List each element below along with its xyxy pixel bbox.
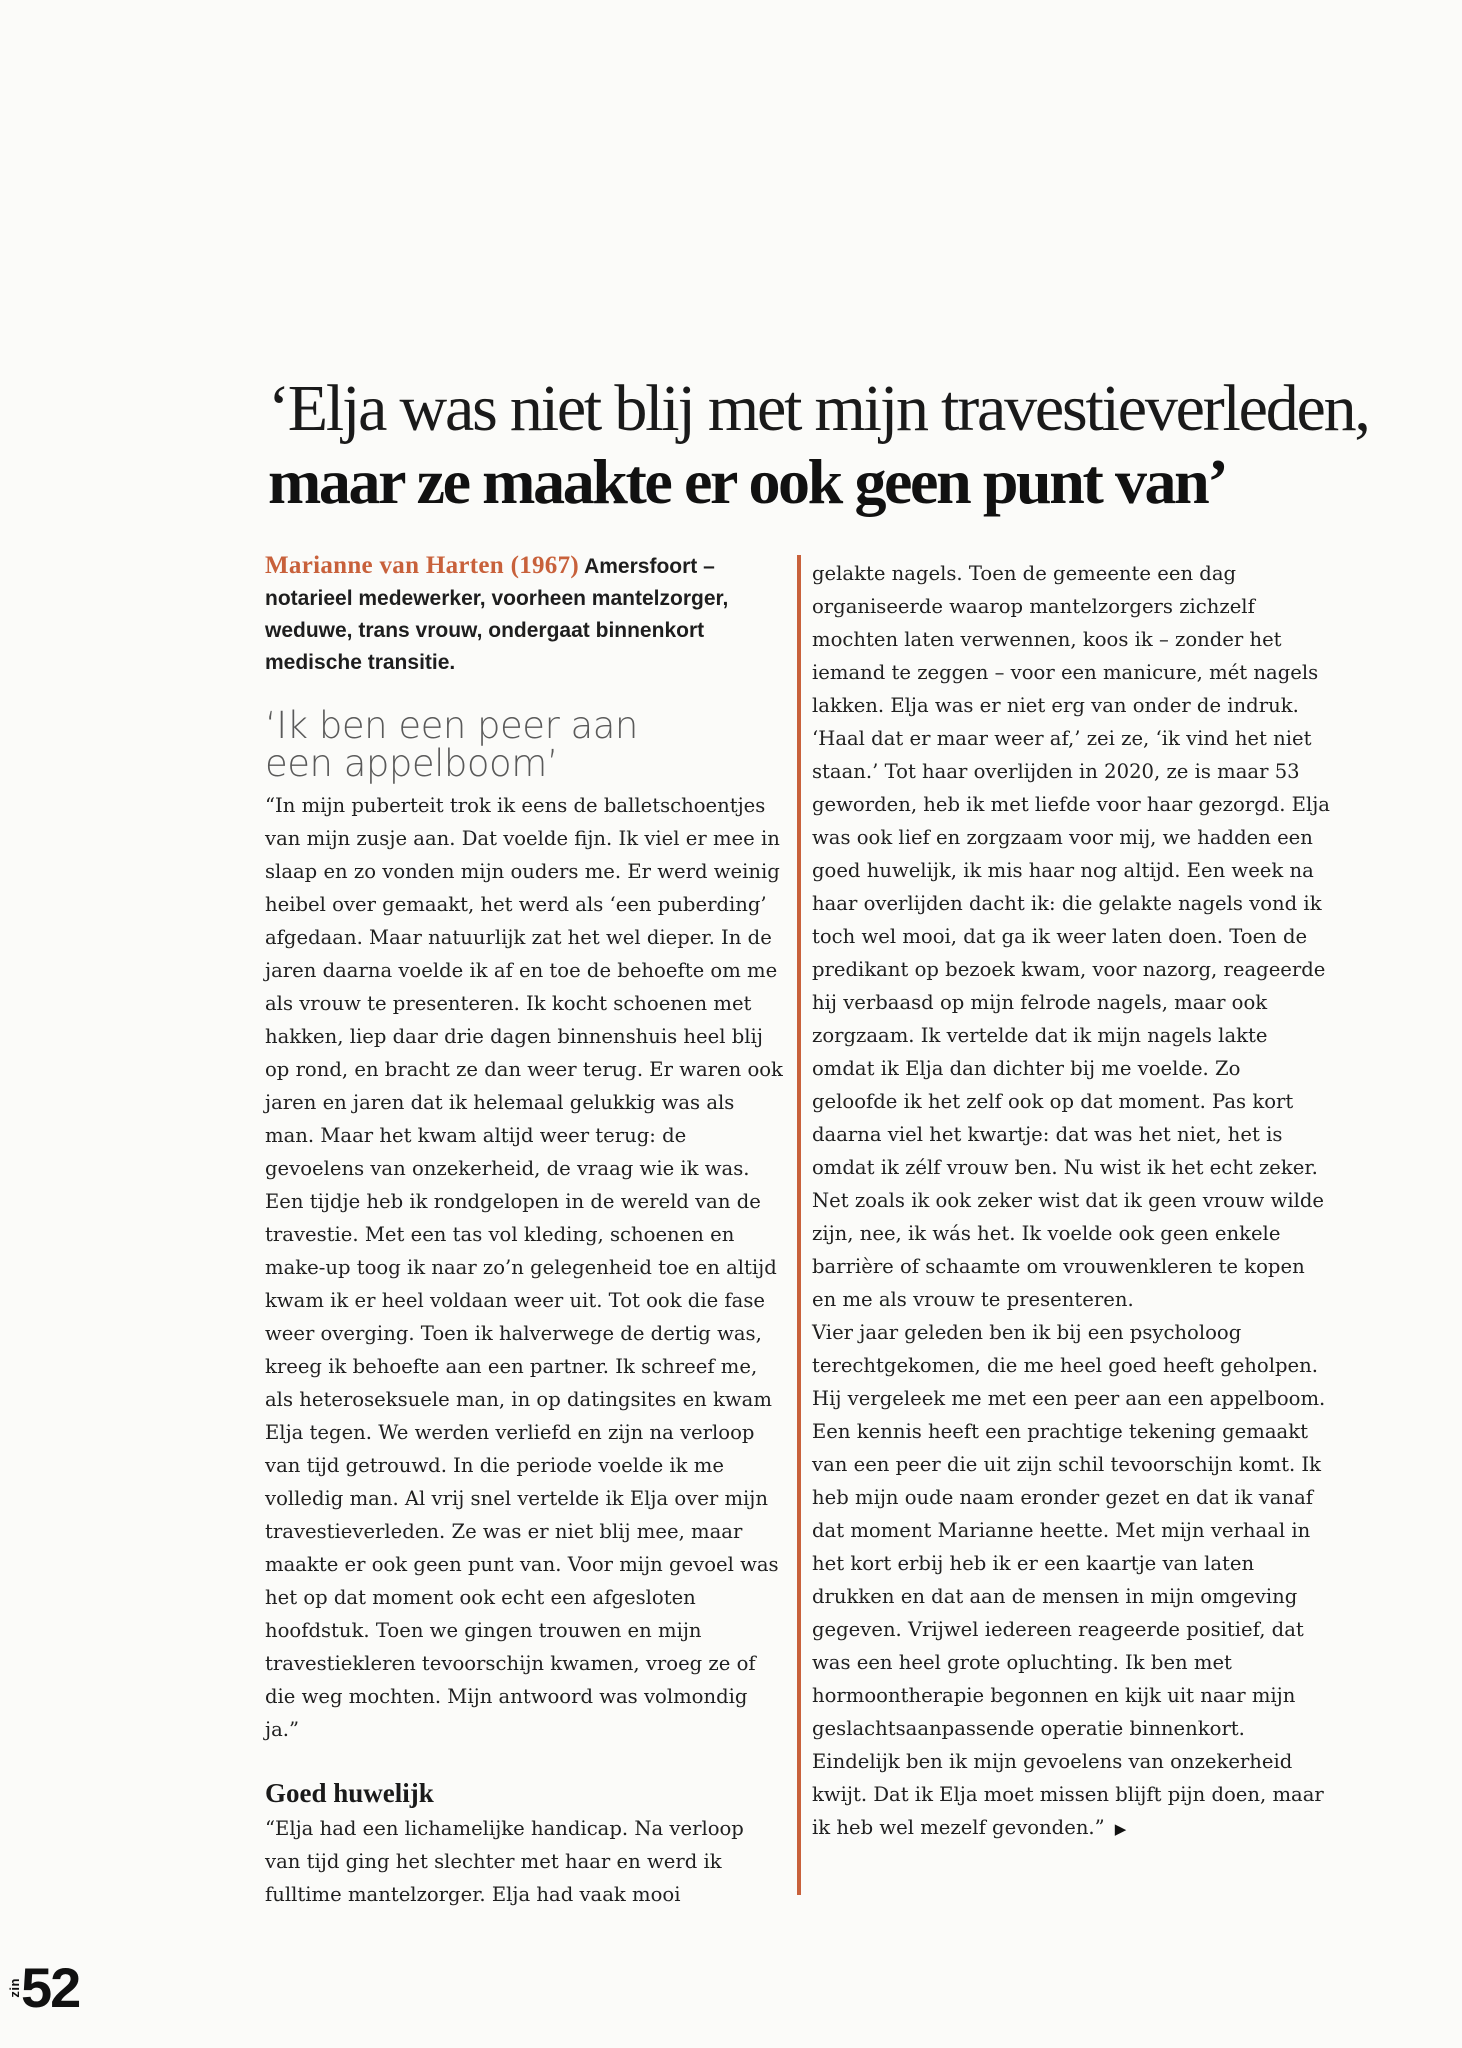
page-number: 52 xyxy=(21,1956,80,2019)
subheading-quote xyxy=(265,704,785,785)
left-body-text: “In mijn puberteit trok ik eens de balletschoentjes van mijn zusje aan. Dat voelde fijn. Ik viel er mee in slaap en zo vonden mijn ouders me. Er werd weinig heibel over gemaakt, het werd als ‘een puberding’ afgedaan. Maar natuurlijk zat het wel dieper. In de jaren daarna voelde ik af en toe de behoefte om me als vrouw te presenteren. Ik kocht schoenen met hakken, liep daar drie dagen binnenshuis heel blij op rond, en bracht ze dan weer terug. Er waren ook jaren en jaren dat ik helemaal gelukkig was als man. Maar het kwam altijd weer terug: de gevoelens van onzekerheid, de vraag wie ik was. Een tijdje heb ik rondgelopen in de wereld van de travestie. Met een tas vol kleding, schoenen en make-up toog ik naar zo’n gelegenheid toe en altijd kwam ik er heel voldaan weer uit. Tot ook die fase weer overging. Toen ik halverwege de dertig was, kreeg ik behoefte aan een partner. Ik schreef me, als heteroseksuele man, in op datingsites en kwam Elja tegen. We werden verliefd en zijn na verloop van tijd getrouwd. In die periode voelde ik me volledig man. Al vrij snel vertelde ik Elja over mijn travestieverleden. Ze was er niet blij mee, maar maakte er ook geen punt van. Voor mijn gevoel was het op dat moment ook echt een afgesloten hoofdstuk. Toen we gingen trouwen en mijn travestiekleren tevoorschijn kwamen, vroeg ze of die weg mochten. Mijn antwoord was volmondig ja.” xyxy=(265,794,783,1741)
subheading-line-2: een appelboom’ xyxy=(265,742,558,785)
section-body-start: “Elja had een lichamelijke handicap. Na verloop van tijd ging het slechter met haar en werd ik fulltime mantelzorger. Elja had vaak mooi xyxy=(265,1817,744,1906)
right-column xyxy=(812,557,1332,1846)
right-body-paragraph-2-text: Vier jaar geleden ben ik bij een psycholoog terechtgekomen, die me heel goed heeft geholpen. Hij vergeleek me met een peer aan een appelboom. Een kennis heeft een prachtige tekening gemaakt van een peer die uit zijn schil tevoorschijn komt. Ik heb mijn oude naam eronder gezet en dat ik vanaf dat moment Marianne heette. Met mijn verhaal in het kort erbij heb ik er een kaartje van laten drukken en dat aan de mensen in mijn omgeving gegeven. Vrijwel iedereen reageerde positief, dat was een heel grote opluchting. Ik ben met hormoontherapie begonnen en kijk uit naar mijn geslachtsaanpassende operatie binnenkort. Eindelijk ben ik mijn gevoelens van onzekerheid kwijt. Dat ik Elja moet missen blijft pijn doen, maar ik heb wel mezelf gevonden.” xyxy=(812,1321,1326,1839)
intro-paragraph xyxy=(265,550,785,679)
magazine-mark: zin xyxy=(7,1978,22,1998)
headline-line-1: ‘Elja was niet blij met mijn travestieverleden, xyxy=(268,372,1369,445)
right-body-paragraph-2 xyxy=(812,1316,1332,1846)
subheading-line-1: ‘Ik ben een peer aan xyxy=(265,704,638,747)
column-divider xyxy=(797,555,801,1895)
article-headline xyxy=(268,372,1378,518)
continue-arrow-icon: ▶ xyxy=(1114,1820,1127,1838)
page-number-block xyxy=(7,1956,80,2019)
right-body-paragraph-1: gelakte nagels. Toen de gemeente een dag organiseerde waarop mantelzorgers zichzelf mochten laten verwennen, koos ik – zonder het iemand te zeggen – voor een manicure, mét nagels lakken. Elja was er niet erg van onder de indruk. ‘Haal dat er maar weer af,’ zei ze, ‘ik vind het niet staan.’ Tot haar overlijden in 2020, ze is maar 53 geworden, heb ik met liefde voor haar gezorgd. Elja was ook lief en zorgzaam voor mij, we hadden een goed huwelijk, ik mis haar nog altijd. Een week na haar overlijden dacht ik: die gelakte nagels vond ik toch wel mooi, dat ga ik weer laten doen. Toen de predikant op bezoek kwam, voor nazorg, reageerde hij verbaasd op mijn felrode nagels, maar ook zorgzaam. Ik vertelde dat ik mijn nagels lakte omdat ik Elja dan dichter bij me voelde. Zo geloofde ik het zelf ook op dat moment. Pas kort daarna viel het kwartje: dat was het niet, het is omdat ik zélf vrouw ben. Nu wist ik het echt zeker. Net zoals ik ook zeker wist dat ik geen vrouw wilde zijn, nee, ik wás het. Ik voelde ook geen enkele barrière of schaamte om vrouwenkleren te kopen en me als vrouw te presenteren. xyxy=(812,562,1330,1311)
intro-details: Amersfoort – notarieel medewerker, voorheen mantelzorger, weduwe, trans vrouw, ondergaat binnenkort medische transitie. xyxy=(265,555,729,674)
section-heading-goed-huwelijk: Goed huwelijk xyxy=(265,1778,434,1808)
left-column xyxy=(265,550,785,1911)
intro-name: Marianne van Harten (1967) xyxy=(265,552,580,579)
headline-line-2: maar ze maakte er ook geen punt van’ xyxy=(268,446,1227,517)
